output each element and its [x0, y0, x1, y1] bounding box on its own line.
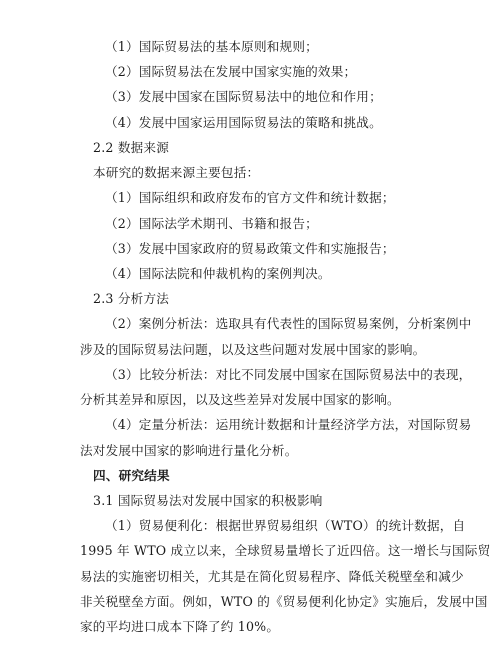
text-line-15: 分析其差异和原因，以及这些差异对发展中国家的影响。 — [80, 392, 400, 407]
subsection-heading-3-1: 3.1 国际贸易法对发展中国家的积极影响 — [93, 492, 323, 508]
chapter-heading-results: 四、研究结果 — [93, 467, 170, 483]
text-line-23: 非关税壁垒方面。例如，WTO 的《贸易便利化协定》实施后，发展中国 — [80, 593, 488, 609]
text-line-8: （2）国际法学术期刊、书籍和报告； — [105, 215, 318, 231]
text-line-3: （3）发展中国家在国际贸易法中的地位和作用； — [105, 89, 382, 105]
text-line-7: （1）国际组织和政府发布的官方文件和统计数据； — [105, 190, 395, 206]
section-heading-2-2: 2.2 数据来源 — [93, 139, 170, 155]
text-line-24: 家的平均进口成本下降了约 10%。 — [80, 619, 280, 634]
text-line-20: （1）贸易便利化：根据世界贸易组织（WTO）的统计数据，自 — [105, 518, 466, 534]
text-line-12: （2）案例分析法：选取具有代表性的国际贸易案例，分析案例中 — [105, 316, 472, 332]
text-line-17: 法对发展中国家的影响进行量化分析。 — [80, 442, 298, 458]
text-line-21: 1995 年 WTO 成立以来，全球贸易量增长了近四倍。这一增长与国际贸 — [80, 543, 491, 559]
text-line-9: （3）发展中国家政府的贸易政策文件和实施报告； — [105, 240, 395, 256]
text-line-16: （4）定量分析法：运用统计数据和计量经济学方法，对国际贸易 — [105, 417, 472, 433]
section-heading-2-3: 2.3 分析方法 — [93, 291, 170, 307]
text-line-1: （1）国际贸易法的基本原则和规则； — [105, 39, 318, 54]
text-line-4: （4）发展中国家运用国际贸易法的策略和挑战。 — [105, 114, 382, 130]
text-line-14: （3）比较分析法：对比不同发展中国家在国际贸易法中的表现， — [105, 366, 472, 382]
text-line-2: （2）国际贸易法在发展中国家实施的效果； — [105, 64, 357, 80]
text-line-6: 本研究的数据来源主要包括： — [93, 165, 260, 181]
text-line-22: 易法的实施密切相关，尤其是在简化贸易程序、降低关税壁垒和减少 — [80, 568, 464, 584]
text-line-10: （4）国际法院和仲裁机构的案例判决。 — [105, 266, 331, 281]
text-line-13: 涉及的国际贸易法问题，以及这些问题对发展中国家的影响。 — [80, 341, 426, 357]
